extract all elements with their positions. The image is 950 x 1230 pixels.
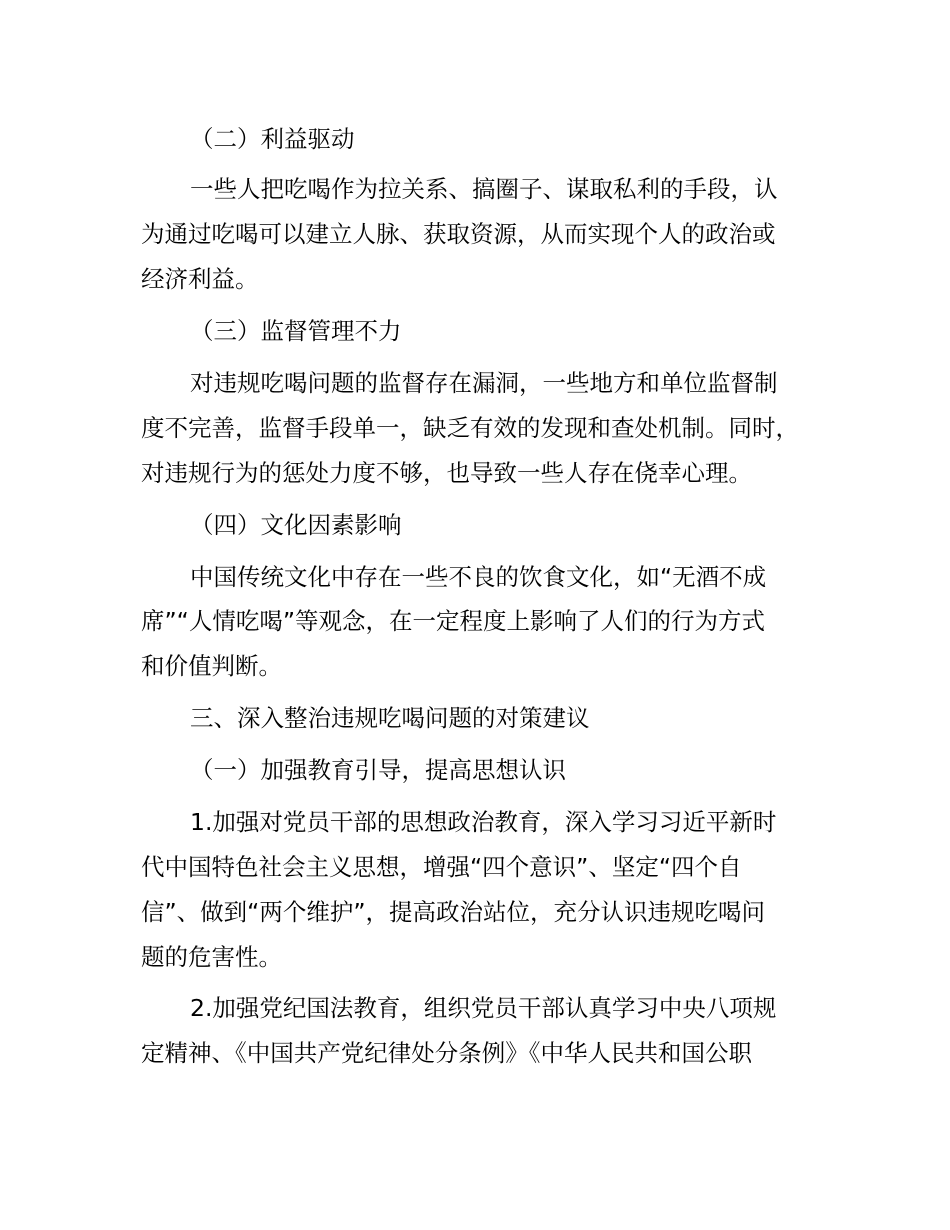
paragraph-line: 度不完善，监督手段单一，缺乏有效的发现和查处机制。同时，	[141, 414, 799, 442]
list-item-line: 信”、做到“两个维护”，提高政治站位，充分认识违规吃喝问	[141, 898, 766, 926]
paragraph-line: 和价值判断。	[141, 652, 282, 680]
paragraph-line: 席”“人情吃喝”等观念，在一定程度上影响了人们的行为方式	[141, 607, 766, 635]
section-heading: （二）利益驱动	[190, 125, 355, 153]
paragraph-line: 一些人把吃喝作为拉关系、搞圈子、谋取私利的手段，认	[190, 175, 778, 203]
paragraph-line: 为通过吃喝可以建立人脉、获取资源，从而实现个人的政治或	[141, 220, 776, 248]
list-item-line: 定精神、《中国共产党纪律处分条例》《中华人民共和国公职	[141, 1039, 752, 1067]
section-heading: （三）监督管理不力	[190, 317, 402, 345]
list-item-line: 代中国特色社会主义思想，增强“四个意识”、坚定“四个自	[141, 853, 742, 881]
paragraph-line: 中国传统文化中存在一些不良的饮食文化，如“无酒不成	[190, 563, 767, 591]
subsection-heading: （一）加强教育引导，提高思想认识	[190, 756, 566, 784]
list-item-line: 题的危害性。	[141, 943, 282, 971]
list-item-line: 1.加强对党员干部的思想政治教育，深入学习习近平新时	[190, 808, 777, 836]
paragraph-line: 经济利益。	[141, 265, 259, 293]
paragraph-line: 对违规行为的惩处力度不够，也导致一些人存在侥幸心理。	[141, 459, 752, 487]
section-heading: （四）文化因素影响	[190, 511, 402, 539]
paragraph-line: 对违规吃喝问题的监督存在漏洞，一些地方和单位监督制	[190, 369, 778, 397]
list-item-line: 2.加强党纪国法教育，组织党员干部认真学习中央八项规	[190, 994, 777, 1022]
chapter-heading: 三、深入整治违规吃喝问题的对策建议	[190, 704, 590, 732]
